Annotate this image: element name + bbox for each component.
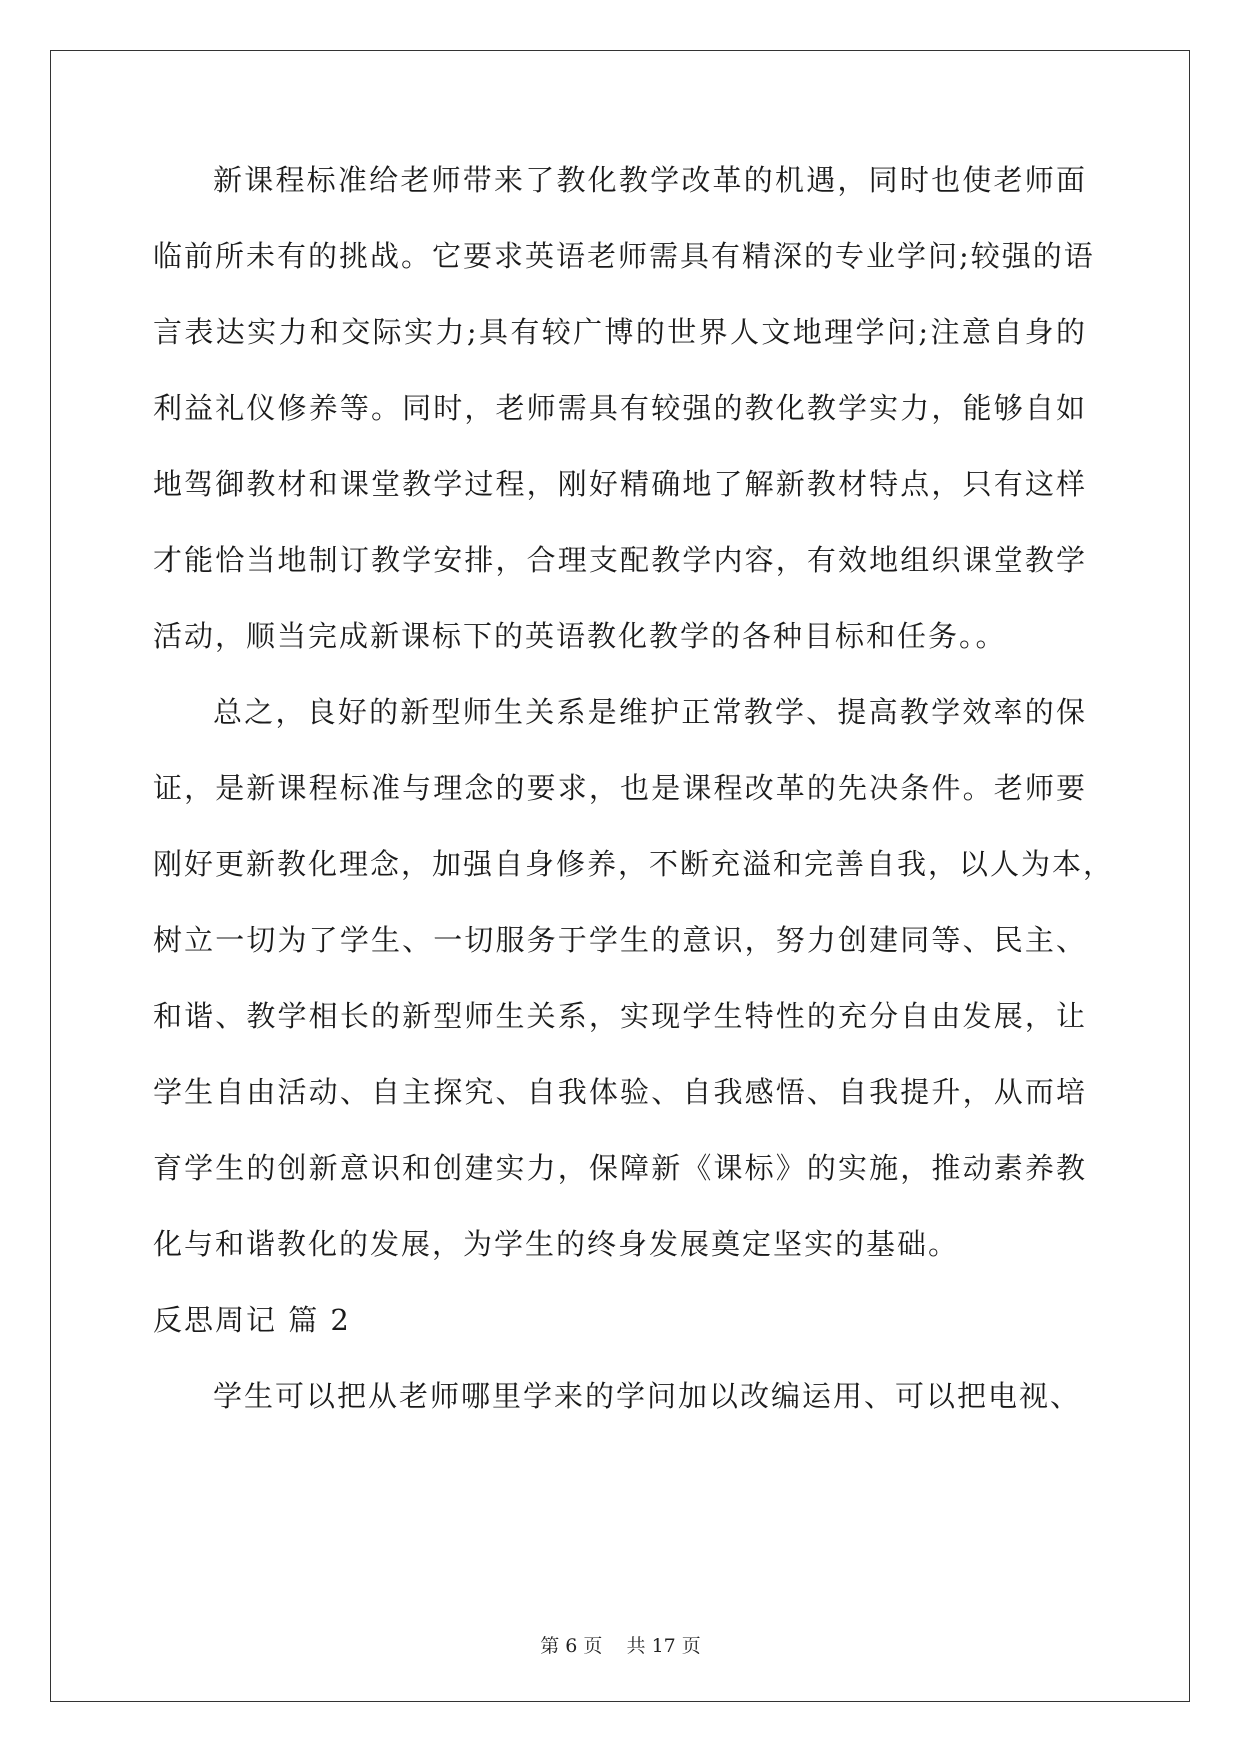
paragraph-line: 育学生的创新意识和创建实力，保障新《课标》的实施，推动素养教 <box>153 1151 1087 1185</box>
paragraph-line: 证，是新课程标准与理念的要求，也是课程改革的先决条件。老师要 <box>153 771 1087 805</box>
paragraph-line: 言表达实力和交际实力;具有较广博的世界人文地理学问;注意自身的 <box>153 315 1087 349</box>
paragraph-line: 活动，顺当完成新课标下的英语教化教学的各种目标和任务。。 <box>153 619 1007 653</box>
document-body <box>153 160 1115 1452</box>
page-number-footer: 第 6 页 共 17 页 <box>540 1635 701 1657</box>
paragraph-line: 刚好更新教化理念，加强自身修养，不断充溢和完善自我，以人为本， <box>153 847 1115 881</box>
paragraph-line: 化与和谐教化的发展，为学生的终身发展奠定坚实的基础。 <box>153 1227 960 1261</box>
section-heading: 反思周记 篇 2 <box>153 1303 351 1337</box>
paragraph-line: 总之，良好的新型师生关系是维护正常教学、提高教学效率的保 <box>213 695 1087 729</box>
paragraph-line: 地驾御教材和课堂教学过程，刚好精确地了解新教材特点，只有这样 <box>153 467 1087 501</box>
paragraph-1 <box>153 160 1095 692</box>
paragraph-line: 才能恰当地制订教学安排，合理支配教学内容，有效地组织课堂教学 <box>153 543 1087 577</box>
paragraph-2 <box>153 692 1115 1300</box>
paragraph-line: 和谐、教学相长的新型师生关系，实现学生特性的充分自由发展，让 <box>153 999 1087 1033</box>
paragraph-line: 树立一切为了学生、一切服务于学生的意识，努力创建同等、民主、 <box>153 923 1087 957</box>
paragraph-line: 学生自由活动、自主探究、自我体验、自我感悟、自我提升，从而培 <box>153 1075 1087 1109</box>
paragraph-line: 学生可以把从老师哪里学来的学问加以改编运用、可以把电视、 <box>213 1379 1082 1413</box>
paragraph-line: 利益礼仪修养等。同时，老师需具有较强的教化教学实力，能够自如 <box>153 391 1087 425</box>
paragraph-line: 临前所未有的挑战。它要求英语老师需具有精深的专业学问;较强的语 <box>153 239 1095 273</box>
paragraph-line: 新课程标准给老师带来了教化教学改革的机遇，同时也使老师面 <box>213 163 1087 197</box>
